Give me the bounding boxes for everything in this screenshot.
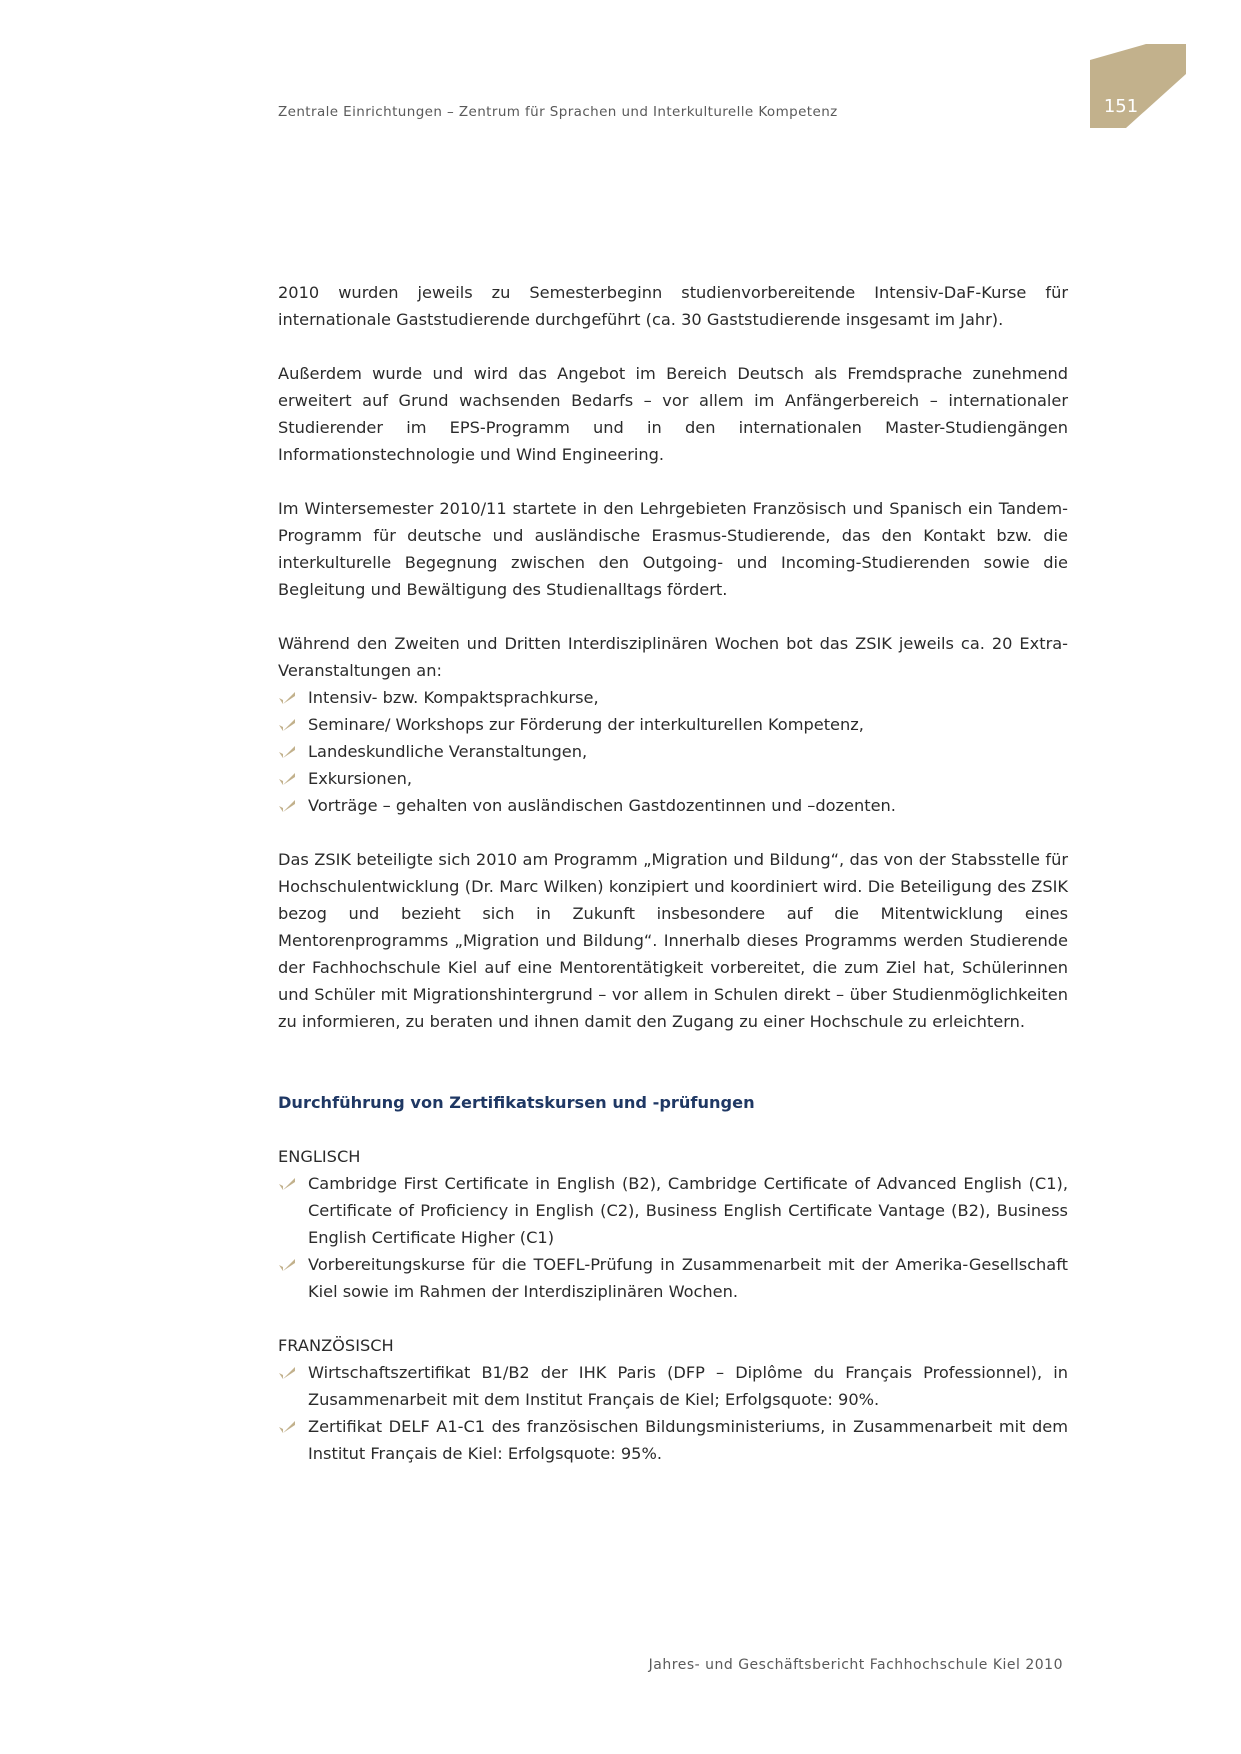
list-item <box>278 711 1068 738</box>
check-arrow-icon <box>278 1420 296 1434</box>
list-item-text: Zertifikat DELF A1-C1 des französischen Bildungsministeriums, in Zusammenarbeit mit dem Institut Français de Kiel: Erfolgsquote: 95%. <box>308 1417 1068 1463</box>
list-item <box>278 1359 1068 1413</box>
list-item-text: Wirtschaftszertifikat B1/B2 der IHK Paris (DFP – Diplôme du Français Professionnel), in Zusammenarbeit mit dem Institut Français de Kiel; Erfolgsquote: 90%. <box>308 1363 1068 1409</box>
check-arrow-icon <box>278 799 296 813</box>
list-item <box>278 792 1068 819</box>
french-certificates-list <box>278 1359 1068 1467</box>
subheading-english: ENGLISCH <box>278 1147 361 1166</box>
check-arrow-icon <box>278 1366 296 1380</box>
check-arrow-icon <box>278 745 296 759</box>
list-item-text: Exkursionen, <box>308 769 413 788</box>
paragraph-interdisciplinary-weeks: Während den Zweiten und Dritten Interdisziplinären Wochen bot das ZSIK jeweils ca. 20 Extra-Veranstaltungen an: <box>278 634 1068 680</box>
check-arrow-icon <box>278 718 296 732</box>
list-item-text: Intensiv- bzw. Kompaktsprachkurse, <box>308 688 599 707</box>
check-arrow-icon <box>278 1177 296 1191</box>
english-certificates-list <box>278 1170 1068 1305</box>
list-item <box>278 1170 1068 1251</box>
list-item-text: Landeskundliche Veranstaltungen, <box>308 742 588 761</box>
check-arrow-icon <box>278 1258 296 1272</box>
list-item <box>278 738 1068 765</box>
list-item-text: Cambridge First Certificate in English (B2), Cambridge Certificate of Advanced English (C1), Certificate of Proficiency in English (C2), Business English Certificate Vantage (B2), Business English Certificate Higher (C1) <box>308 1174 1068 1247</box>
footer-text: Jahres- und Geschäftsbericht Fachhochschule Kiel 2010 <box>648 1657 1063 1673</box>
page-number: 151 <box>1103 96 1139 117</box>
list-item <box>278 765 1068 792</box>
list-item <box>278 1413 1068 1467</box>
paragraph-daf-offer: Außerdem wurde und wird das Angebot im Bereich Deutsch als Fremdsprache zunehmend erweitert auf Grund wachsenden Bedarfs – vor allem im Anfängerbereich – internationaler Studierender im EPS-Programm und in den internationalen Master-Studiengängen Informationstechnologie und Wind Engineering. <box>278 364 1068 464</box>
list-item <box>278 1251 1068 1305</box>
check-arrow-icon <box>278 691 296 705</box>
check-arrow-icon <box>278 772 296 786</box>
section-heading: Durchführung von Zertifikatskursen und -prüfungen <box>278 1093 755 1112</box>
paragraph-intensive-courses: 2010 wurden jeweils zu Semesterbeginn studienvorbereitende Intensiv-DaF-Kurse für internationale Gaststudierende durchgeführt (ca. 30 Gaststudierende insgesamt im Jahr). <box>278 283 1068 329</box>
main-content <box>278 279 1068 1494</box>
paragraph-tandem-program: Im Wintersemester 2010/11 startete in den Lehrgebieten Französisch und Spanisch ein Tandem-Programm für deutsche und ausländische Erasmus-Studierende, das den Kontakt bzw. die interkulturelle Begegnung zwischen den Outgoing- und Incoming-Studierenden sowie die Begleitung und Bewältigung des Studienalltags fördert. <box>278 499 1068 599</box>
extra-events-list <box>278 684 1068 819</box>
list-item <box>278 684 1068 711</box>
paragraph-migration-education: Das ZSIK beteiligte sich 2010 am Programm „Migration und Bildung“, das von der Stabsstelle für Hochschulentwicklung (Dr. Marc Wilken) konzipiert und koordiniert wird. Die Beteiligung des ZSIK bezog und bezieht sich in Zukunft insbesondere auf die Mitentwicklung eines Mentorenprogramms „Migration und Bildung“. Innerhalb dieses Programms werden Studierende der Fachhochschule Kiel auf eine Mentorentätigkeit vorbereitet, die zum Ziel hat, Schülerinnen und Schüler mit Migrationshintergrund – vor allem in Schulen direkt – über Studienmöglichkeiten zu informieren, zu beraten und ihnen damit den Zugang zu einer Hochschule zu erleichtern. <box>278 850 1068 1031</box>
list-item-text: Vorbereitungskurse für die TOEFL-Prüfung in Zusammenarbeit mit der Amerika-Gesellschaft Kiel sowie im Rahmen der Interdisziplinären Wochen. <box>308 1255 1068 1301</box>
list-item-text: Seminare/ Workshops zur Förderung der interkulturellen Kompetenz, <box>308 715 864 734</box>
running-title: Zentrale Einrichtungen – Zentrum für Sprachen und Interkulturelle Kompetenz <box>278 104 838 120</box>
subheading-french: FRANZÖSISCH <box>278 1336 394 1355</box>
list-item-text: Vorträge – gehalten von ausländischen Gastdozentinnen und –dozenten. <box>308 796 896 815</box>
